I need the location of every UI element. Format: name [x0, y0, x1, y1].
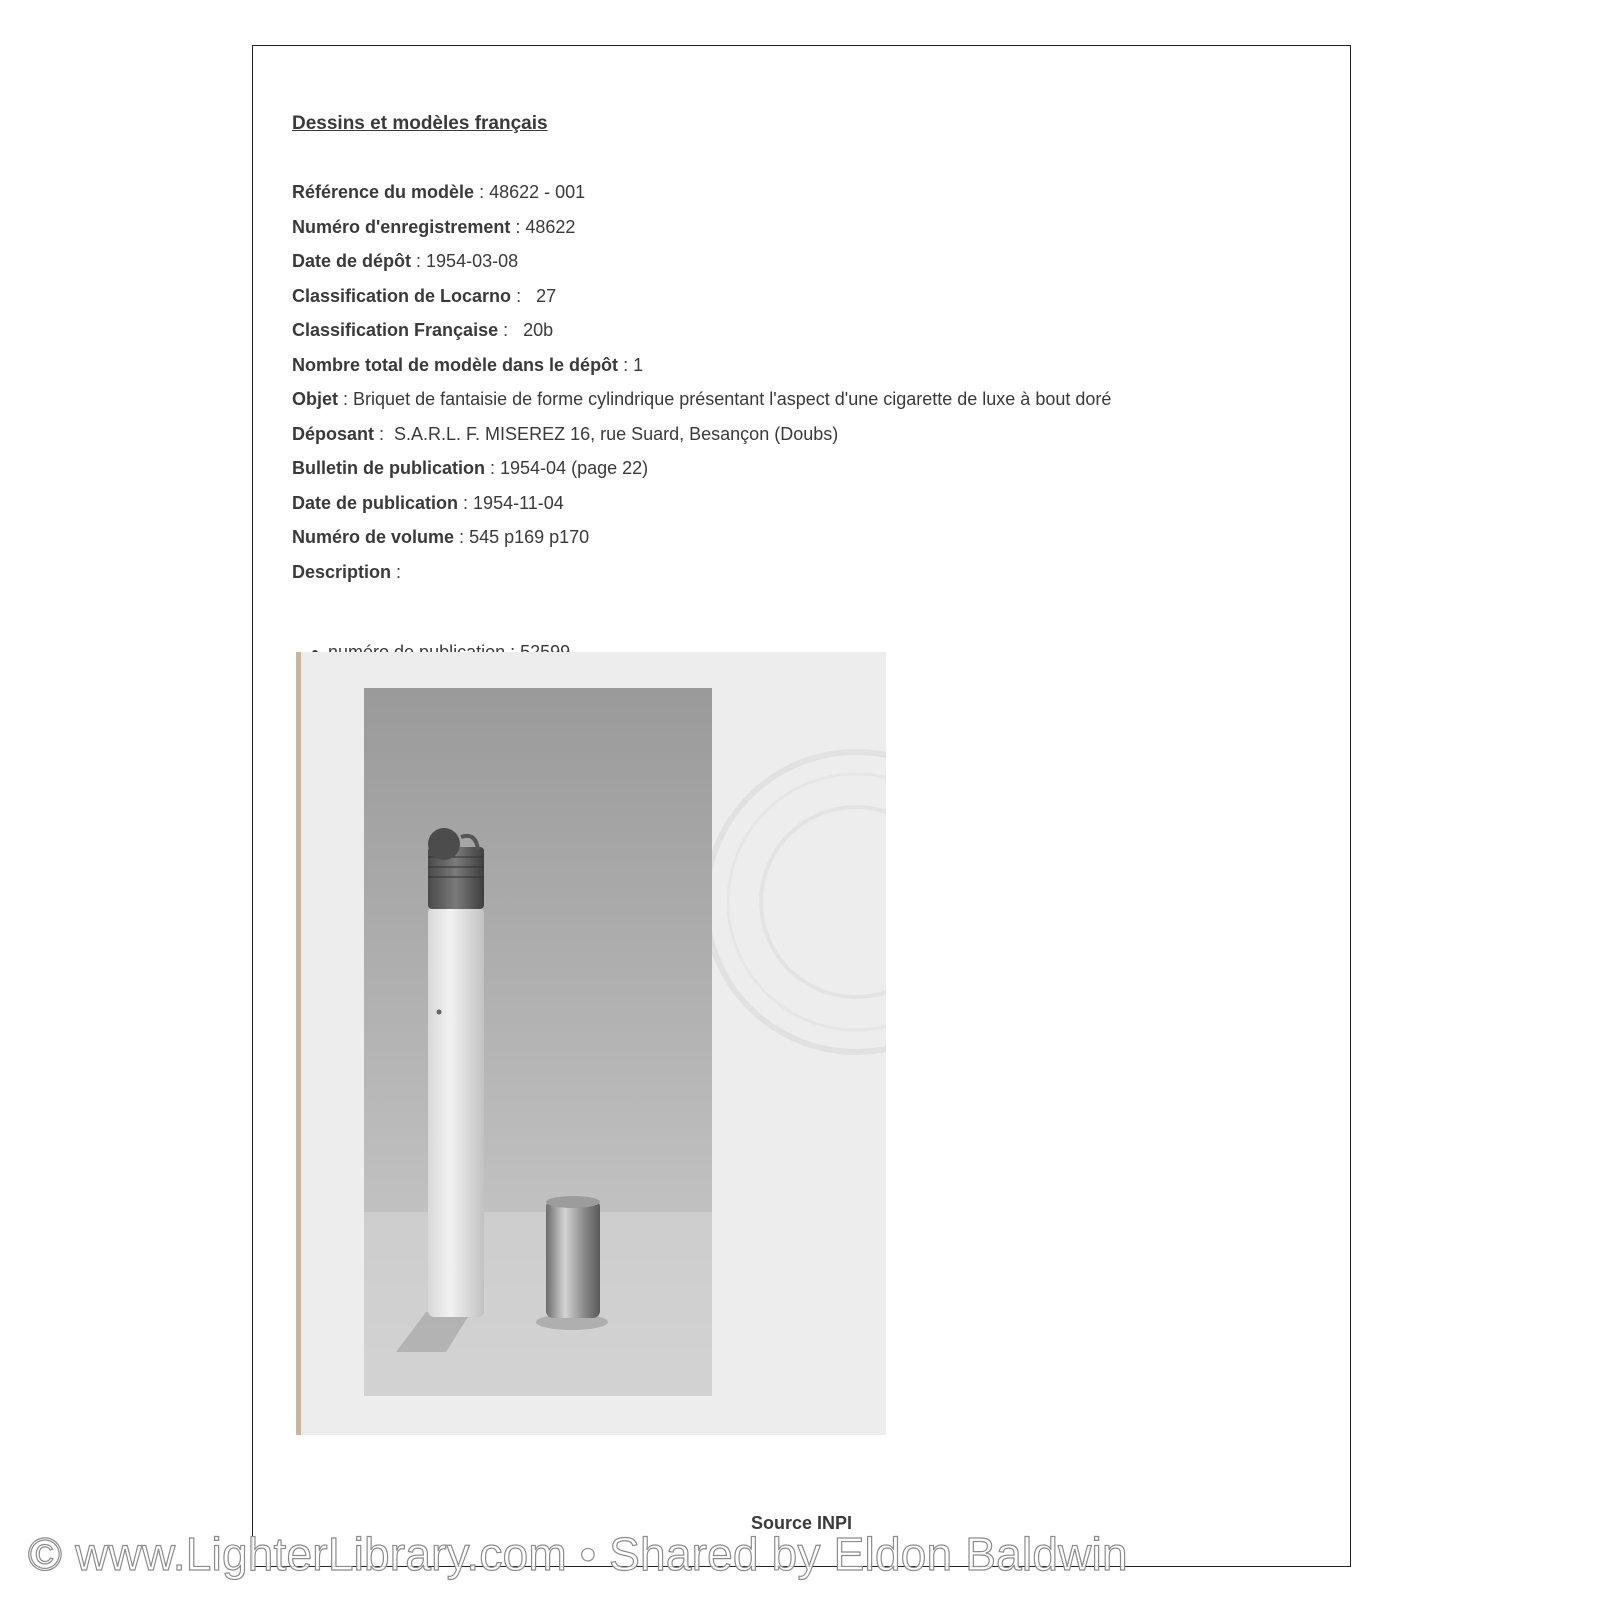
field-value: 1954-03-08	[426, 251, 519, 271]
field-separator: :	[374, 423, 395, 444]
field-separator: :	[485, 458, 501, 478]
field-value: 1	[633, 354, 644, 375]
field-row	[292, 456, 1111, 491]
field-label: Nombre total de modèle dans le dépôt	[292, 354, 619, 375]
field-row	[292, 353, 1111, 388]
field-label: Classification de Locarno	[292, 285, 512, 306]
field-row	[292, 422, 1111, 457]
copyright-watermark: © www.LighterLibrary.com • Shared by Eldon Baldwin	[28, 1528, 1128, 1580]
field-value: Briquet de fantaisie de forme cylindrique présentant l'aspect d'une cigarette de luxe à bout doré	[353, 389, 1112, 409]
field-row	[292, 491, 1111, 526]
field-separator: :	[458, 492, 474, 513]
field-label: Bulletin de publication	[292, 458, 485, 478]
field-row	[292, 560, 1111, 595]
field-value: 1954-04 (page 22)	[500, 458, 649, 478]
field-value: 27	[536, 285, 557, 306]
field-value: 48622 - 001	[489, 182, 586, 202]
field-label: Date de dépôt	[292, 251, 412, 271]
field-value: S.A.R.L. F. MISEREZ 16, rue Suard, Besançon (Doubs)	[394, 423, 839, 444]
field-row	[292, 318, 1111, 353]
field-separator: :	[510, 216, 526, 237]
source-label: Source INPI	[750, 1513, 853, 1533]
field-separator: :	[411, 251, 427, 271]
lighter-photo	[296, 652, 886, 1435]
document-page	[252, 45, 1351, 1567]
field-row	[292, 215, 1111, 250]
field-list	[292, 180, 1111, 594]
field-separator: :	[511, 285, 537, 306]
field-separator: :	[454, 527, 470, 547]
document-heading: Dessins et modèles français	[292, 113, 548, 134]
field-value: 48622	[525, 216, 576, 237]
field-label: Date de publication	[292, 492, 459, 513]
field-label: Objet	[292, 389, 339, 409]
field-row	[292, 249, 1111, 284]
field-separator: :	[618, 354, 634, 375]
field-row	[292, 525, 1111, 560]
field-value: 545 p169 p170	[469, 527, 590, 547]
field-row	[292, 284, 1111, 319]
field-separator: :	[498, 320, 524, 340]
field-separator: :	[391, 561, 402, 582]
field-label: Numéro de volume	[292, 527, 455, 547]
field-label: Description	[292, 561, 392, 582]
field-value: 1954-11-04	[473, 492, 564, 513]
field-value: 20b	[523, 320, 554, 340]
field-separator: :	[474, 182, 490, 202]
field-label: Référence du modèle	[292, 182, 475, 202]
field-row	[292, 387, 1111, 422]
field-label: Numéro d'enregistrement	[292, 216, 511, 237]
field-separator: :	[338, 389, 354, 409]
field-label: Déposant	[292, 423, 375, 444]
field-label: Classification Française	[292, 320, 499, 340]
field-row	[292, 180, 1111, 215]
